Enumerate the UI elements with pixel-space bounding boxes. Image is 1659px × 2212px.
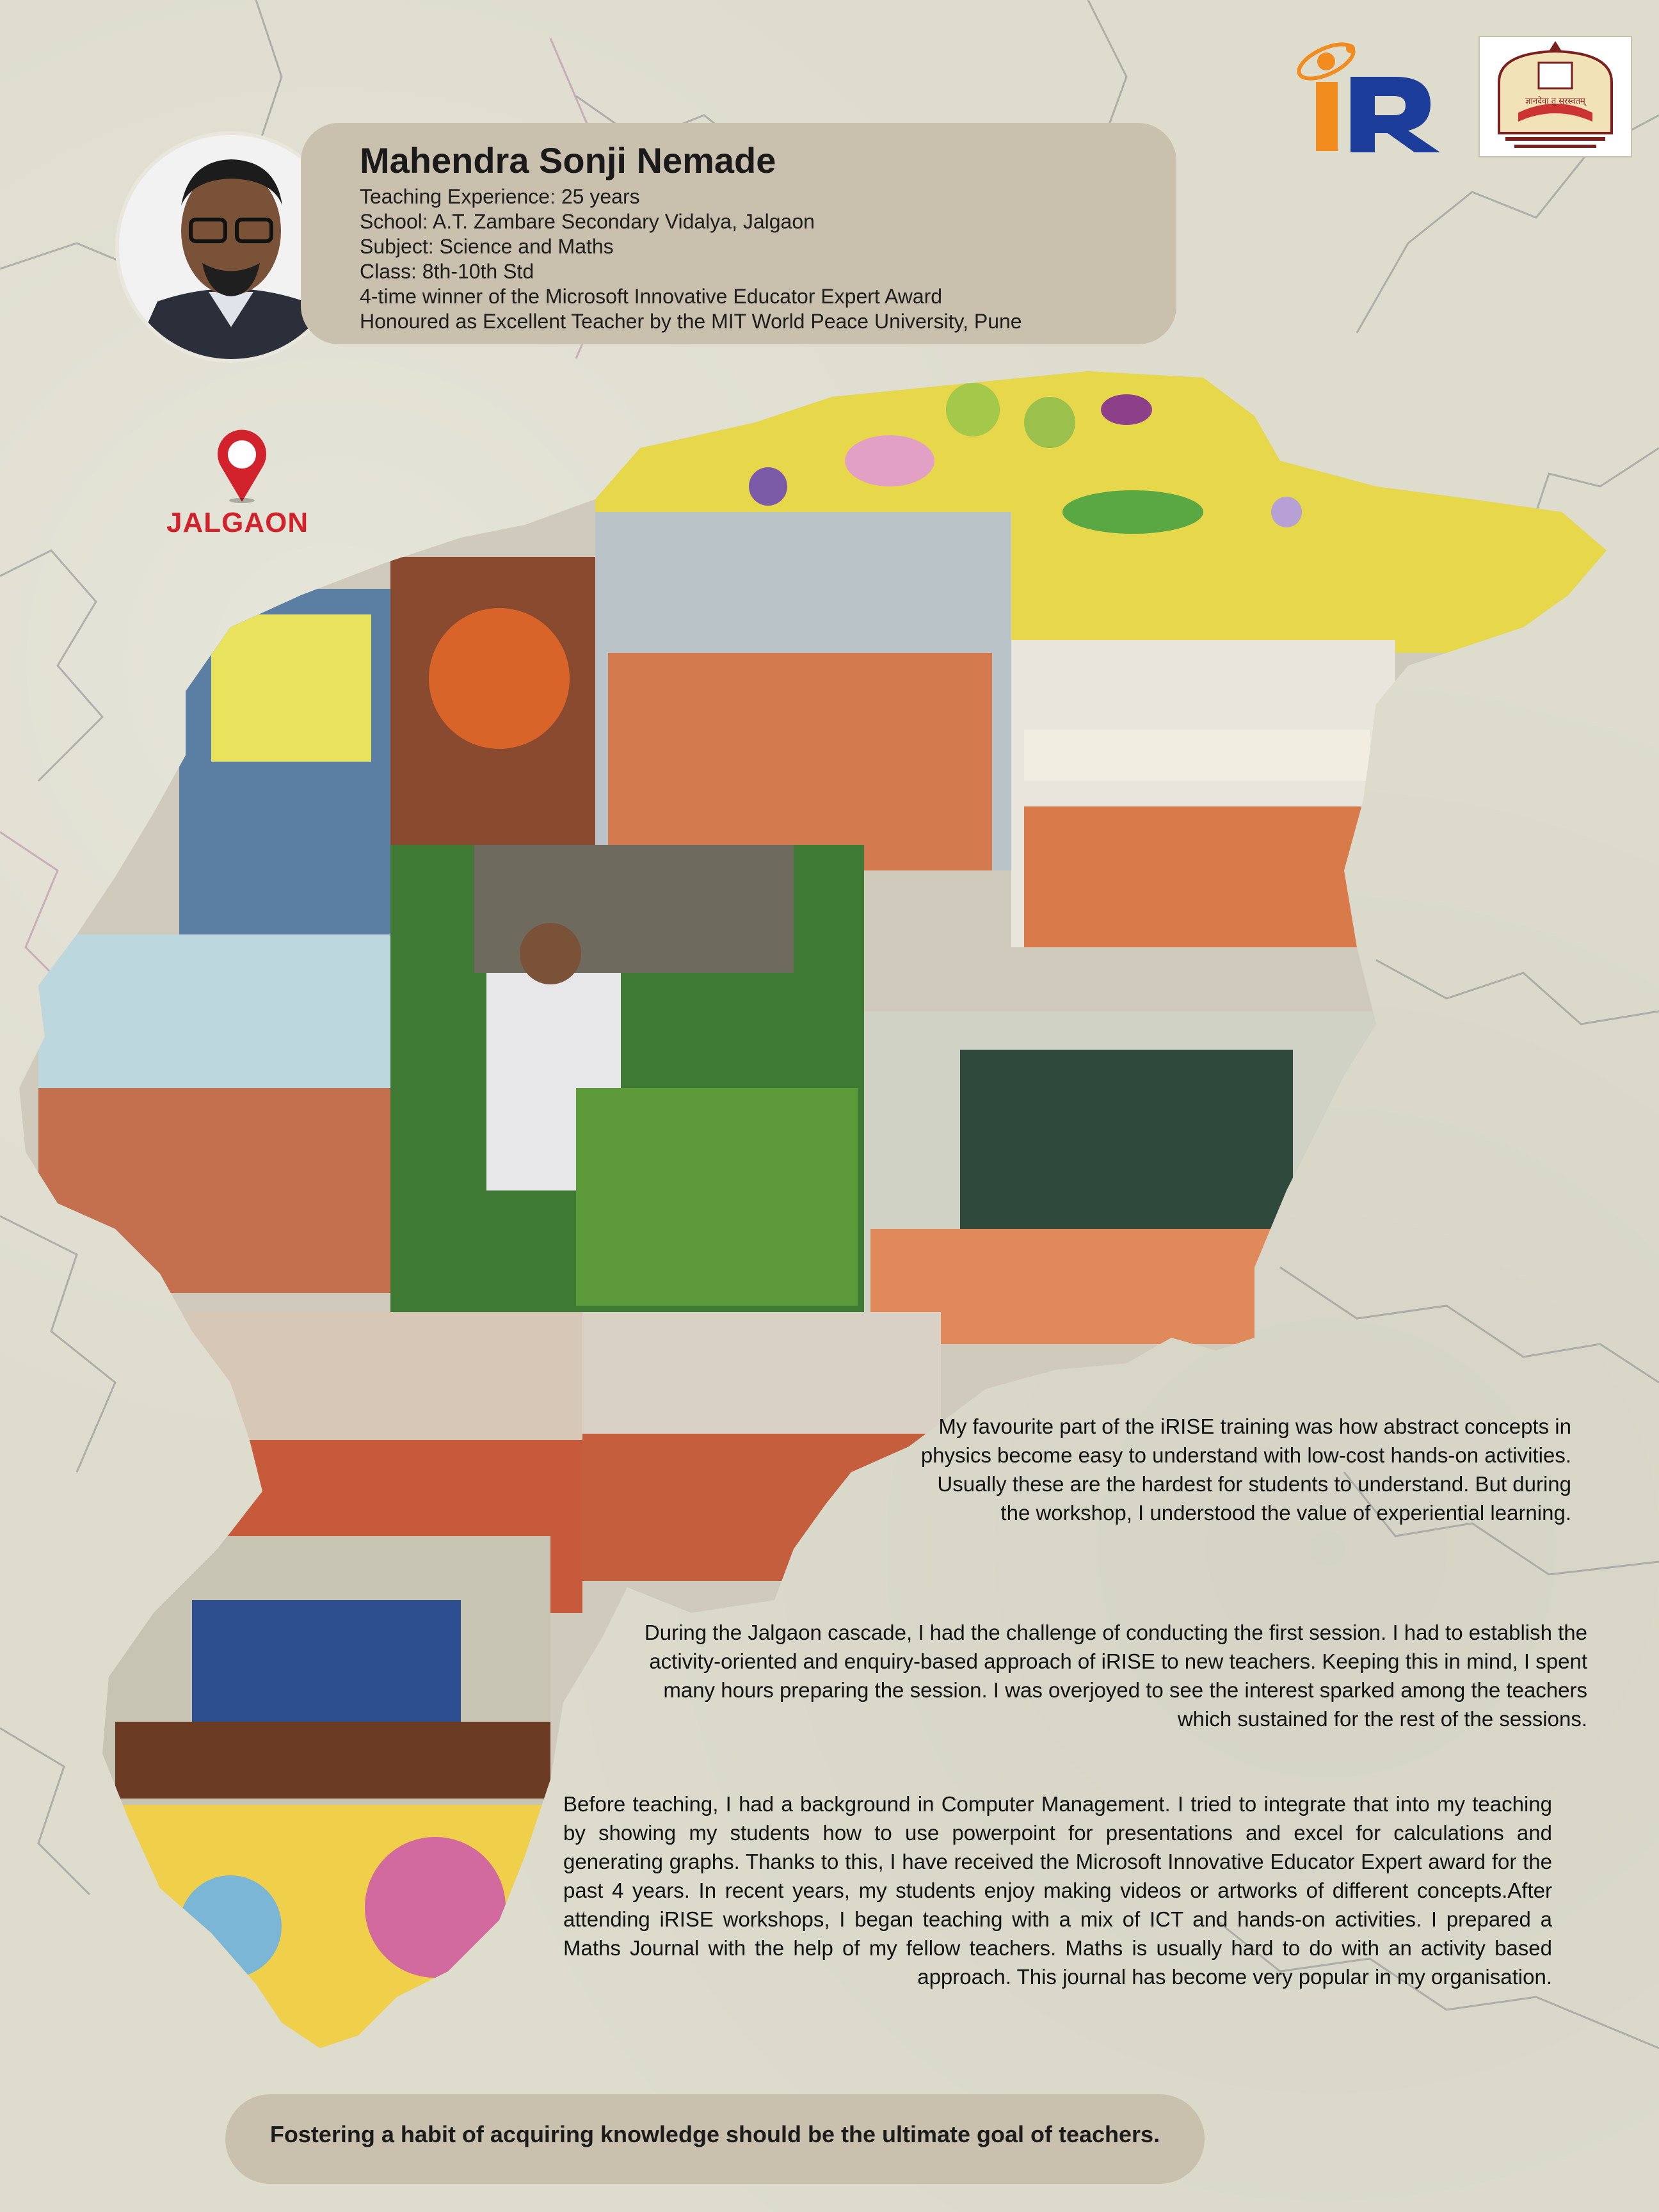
school: School: A.T. Zambare Secondary Vidalya, Jalgaon bbox=[360, 210, 815, 233]
scert-motto: ज्ञानदेवा तु सरस्वतम् bbox=[1525, 97, 1585, 106]
location-label: JALGAON bbox=[166, 507, 309, 538]
paragraph-favourite-part: My favourite part of the iRISE training was how abstract concepts in physics become easy to understand with low-cost hands-on activities. Usually these are the hardest for students to understand. But during the workshop, I understood the value of experiential learning. bbox=[920, 1415, 1571, 1525]
class: Class: 8th-10th Std bbox=[360, 260, 534, 283]
honour: Honoured as Excellent Teacher by the MIT World Peace University, Pune bbox=[360, 310, 1022, 333]
award: 4-time winner of the Microsoft Innovative Educator Expert Award bbox=[360, 285, 943, 308]
subject: Subject: Science and Maths bbox=[360, 235, 614, 258]
teaching-experience: Teaching Experience: 25 years bbox=[360, 185, 640, 208]
paragraph-background: Before teaching, I had a background in Computer Management. I tried to integrate that into my teaching by showing my students how to use powerpoint for presentations and excel for calculations and generating graphs. Thanks to this, I have received the Microsoft Innovative Educator Expert award for the past 4 years. In recent years, my students enjoy making videos or artworks of different concepts.After attending iRISE workshops, I began teaching with a mix of ICT and hands-on activities. I prepared a Maths Journal with the help of my fellow teachers. Maths is usually hard to do with an activity based approach. This journal has become very popular in my organisation. bbox=[563, 1792, 1552, 1989]
paragraph-jalgaon-cascade: During the Jalgaon cascade, I had the challenge of conducting the first session. I had to establish the activity-oriented and enquiry-based approach of iRISE to new teachers. Keeping this in mind, I spent many hours preparing the session. I was overjoyed to see the interest sparked among the teachers which sustained for the rest of the sessions. bbox=[644, 1621, 1587, 1731]
teacher-name: Mahendra Sonji Nemade bbox=[360, 140, 776, 180]
quote-text: Fostering a habit of acquiring knowledge should be the ultimate goal of teachers. bbox=[269, 2121, 1160, 2147]
